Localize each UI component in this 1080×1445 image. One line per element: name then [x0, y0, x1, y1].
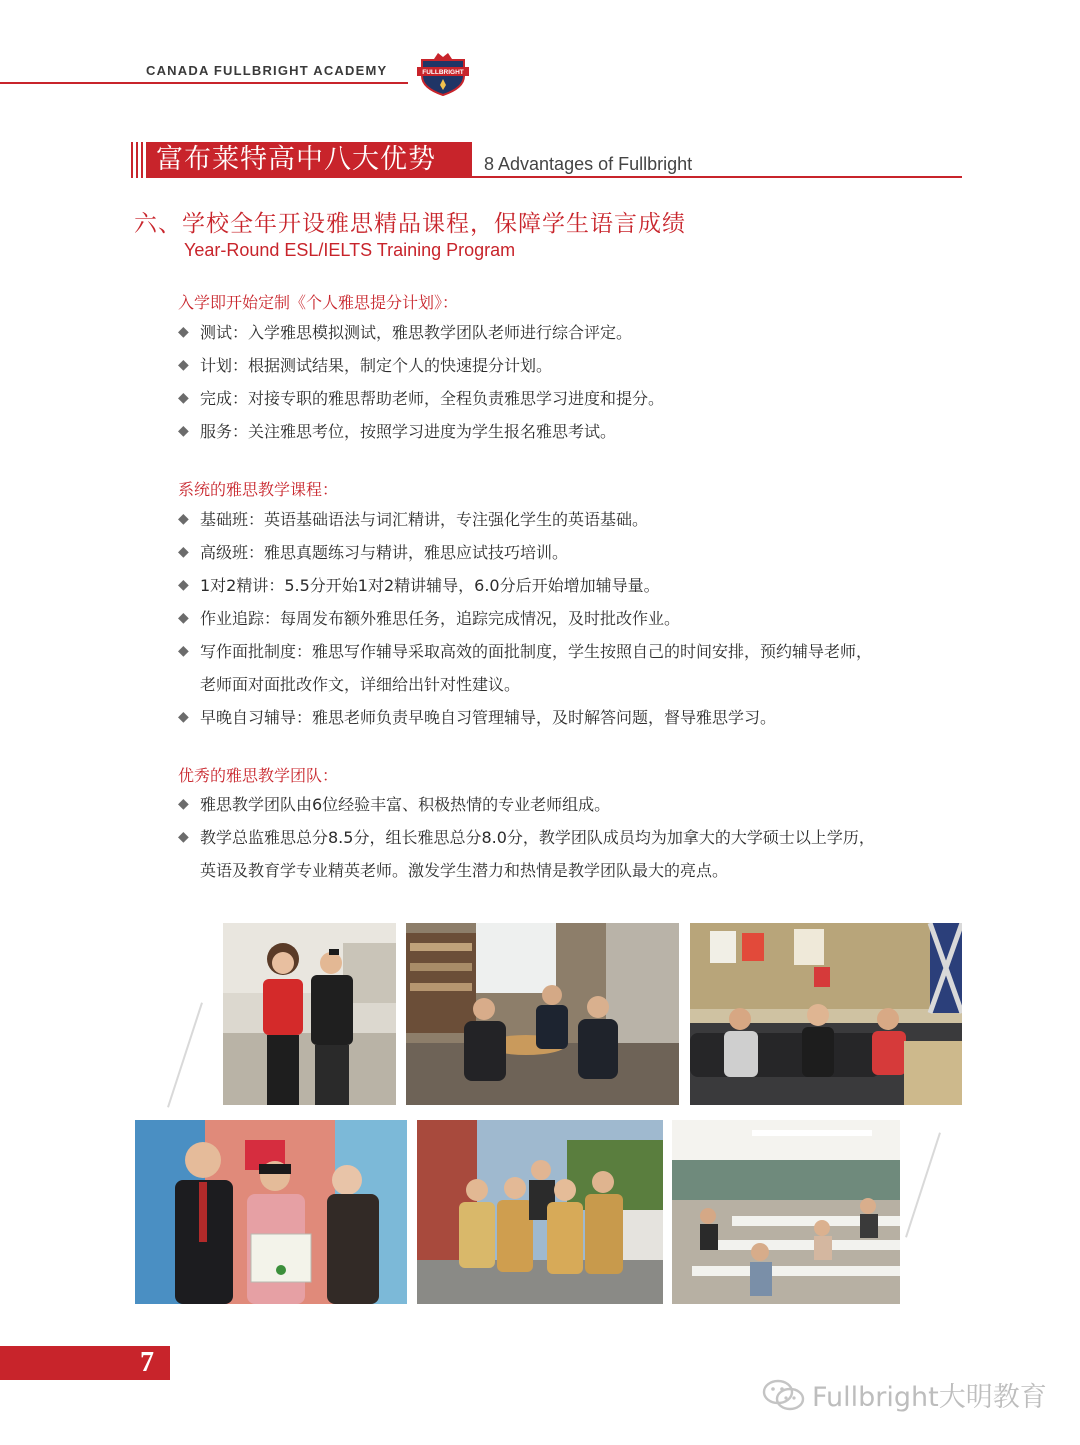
- diamond-bullet-icon: ◆: [178, 423, 189, 439]
- list-item: ◆ 高级班：雅思真题练习与精讲，雅思应试技巧培训。: [176, 536, 986, 569]
- section-title-en: 8 Advantages of Fullbright: [484, 154, 693, 174]
- list-item: ◆ 早晚自习辅导：雅思老师负责早晚自习管理辅导，及时解答问题，督导雅思学习。: [176, 701, 986, 734]
- brand-rule: [0, 82, 408, 84]
- diamond-bullet-icon: ◆: [178, 324, 189, 340]
- photo-lounge-students: [690, 923, 962, 1105]
- section-title-bars: [131, 142, 145, 178]
- decorative-line: [167, 1002, 203, 1107]
- bullet-list: [176, 503, 986, 734]
- photo-classroom: [672, 1120, 900, 1304]
- list-item: ◆ 1对2精讲：5.5分开始1对2精讲辅导，6.0分后开始增加辅导量。: [176, 569, 986, 602]
- photo-certificate-ceremony: [135, 1120, 407, 1304]
- item-heading-en: Year-Round ESL/IELTS Training Program: [184, 240, 516, 260]
- photo-outdoor-students: [417, 1120, 663, 1304]
- school-crest-icon: [416, 50, 470, 96]
- diamond-bullet-icon: ◆: [178, 709, 189, 725]
- diamond-bullet-icon: ◆: [178, 511, 189, 527]
- decorative-line: [905, 1132, 941, 1237]
- list-item: ◆ 教学总监雅思总分8.5分，组长雅思总分8.0分，教学团队成员均为加拿大的大学硕士以上学历， 英语及教育学专业精英老师。激发学生潜力和热情是教学团队最大的亮点。: [176, 821, 986, 887]
- watermark: [762, 1375, 1047, 1414]
- diamond-bullet-icon: ◆: [178, 577, 189, 593]
- diamond-bullet-icon: ◆: [178, 796, 189, 812]
- diamond-bullet-icon: ◆: [178, 357, 189, 373]
- photo-teacher-and-student: [223, 923, 396, 1105]
- bullet-list: [176, 788, 986, 887]
- list-item: ◆ 写作面批制度：雅思写作辅导采取高效的面批制度，学生按照自己的时间安排，预约辅导老师， 老师面对面批改作文，详细给出针对性建议。: [176, 635, 986, 701]
- item-heading-zh: 六、学校全年开设雅思精品课程，保障学生语言成绩: [134, 211, 686, 237]
- wechat-icon: [762, 1378, 806, 1412]
- list-item: ◆ 测试：入学雅思模拟测试，雅思教学团队老师进行综合评定。: [176, 316, 986, 349]
- list-item: ◆ 基础班：英语基础语法与词汇精讲，专注强化学生的英语基础。: [176, 503, 986, 536]
- watermark-text: Fullbright大明教育: [812, 1382, 1047, 1413]
- list-item: ◆ 服务：关注雅思考位，按照学习进度为学生报名雅思考试。: [176, 415, 986, 448]
- group-title: 入学即开始定制《个人雅思提分计划》：: [178, 293, 459, 312]
- diamond-bullet-icon: ◆: [178, 610, 189, 626]
- list-item: ◆ 计划：根据测试结果，制定个人的快速提分计划。: [176, 349, 986, 382]
- list-item: ◆ 雅思教学团队由6位经验丰富、积极热情的专业老师组成。: [176, 788, 986, 821]
- brand-name: CANADA FULLBRIGHT ACADEMY: [146, 63, 388, 78]
- page-number: 7: [140, 1347, 154, 1378]
- bullet-list: [176, 316, 986, 448]
- diamond-bullet-icon: ◆: [178, 544, 189, 560]
- crest-text: FULLBRIGHT: [422, 69, 464, 76]
- diamond-bullet-icon: ◆: [178, 390, 189, 406]
- section-title-zh: 富布莱特高中八大优势: [146, 142, 472, 178]
- diamond-bullet-icon: ◆: [178, 829, 189, 845]
- list-item: ◆ 作业追踪：每周发布额外雅思任务，追踪完成情况，及时批改作业。: [176, 602, 986, 635]
- group-title: 优秀的雅思教学团队：: [178, 766, 339, 785]
- section-title-rule: [472, 176, 962, 178]
- list-item: ◆ 完成：对接专职的雅思帮助老师，全程负责雅思学习进度和提分。: [176, 382, 986, 415]
- diamond-bullet-icon: ◆: [178, 643, 189, 659]
- photo-library-meeting: [406, 923, 679, 1105]
- group-title: 系统的雅思教学课程：: [178, 480, 339, 499]
